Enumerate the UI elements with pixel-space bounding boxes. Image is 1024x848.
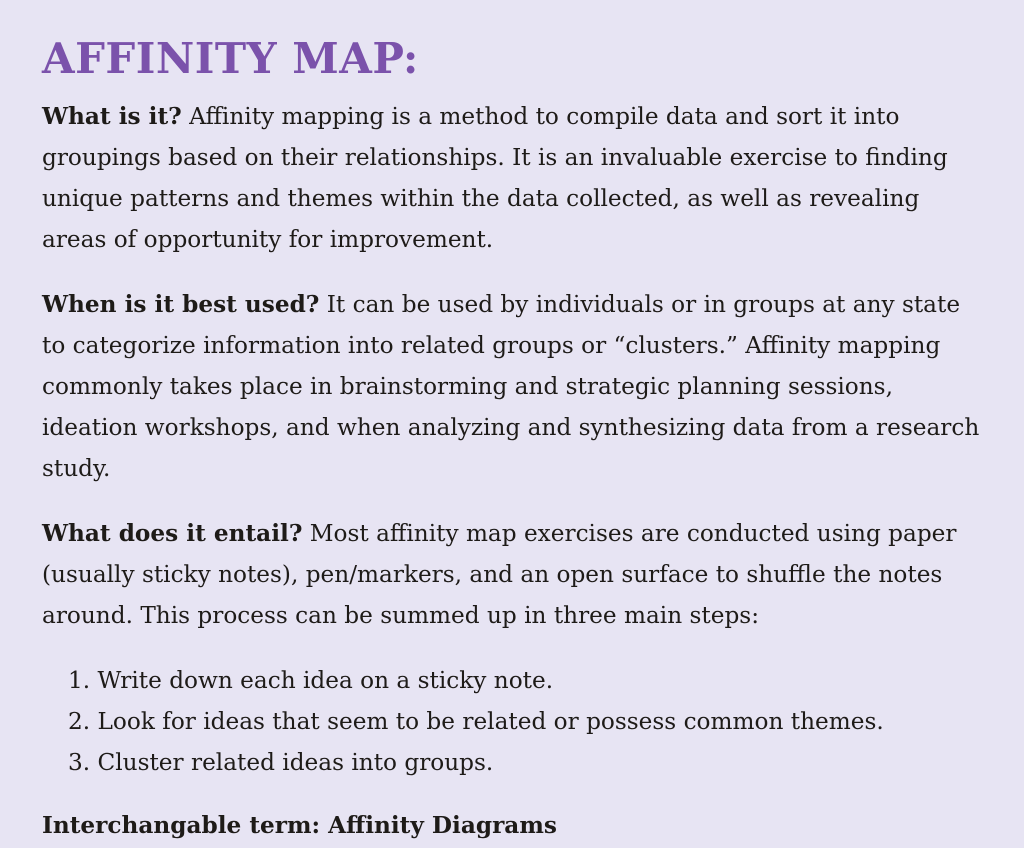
step-text: Write down each idea on a sticky note.: [97, 667, 554, 695]
section-body: Most affinity map exercises are conducted using paper (usually sticky notes), pen/markers, and an open surface to shuffle the notes around. This process can be summed up in three main steps:: [42, 520, 957, 630]
section-heading: When is it best used?: [42, 291, 320, 319]
list-item: [68, 701, 984, 742]
list-item: [68, 660, 984, 701]
section-when-used: [42, 284, 984, 489]
list-item: [68, 742, 984, 783]
step-number: 3.: [68, 749, 91, 777]
step-number: 1.: [68, 667, 91, 695]
page-title: AFFINITY MAP:: [42, 34, 419, 83]
step-text: Look for ideas that seem to be related or possess common themes.: [97, 708, 884, 736]
section-what-entails: [42, 513, 984, 636]
section-what-is-it: [42, 96, 984, 260]
step-number: 2.: [68, 708, 91, 736]
section-heading: What is it?: [42, 103, 182, 131]
section-heading: What does it entail?: [42, 520, 303, 548]
section-body: It can be used by individuals or in groups at any state to categorize information into related groups or “clusters.” Affinity mapping commonly takes place in brainstorming and strategic planning sessions, ideation workshops, and when analyzing and synthesizing data from a research study.: [42, 291, 980, 483]
section-body: Affinity mapping is a method to compile data and sort it into groupings based on their relationships. It is an invaluable exercise to finding unique patterns and themes within the data collected, as well as revealing areas of opportunity for improvement.: [42, 103, 948, 254]
interchangeable-term: Interchangable term: Affinity Diagrams: [42, 812, 557, 840]
steps-list: [42, 660, 984, 783]
step-text: Cluster related ideas into groups.: [97, 749, 494, 777]
